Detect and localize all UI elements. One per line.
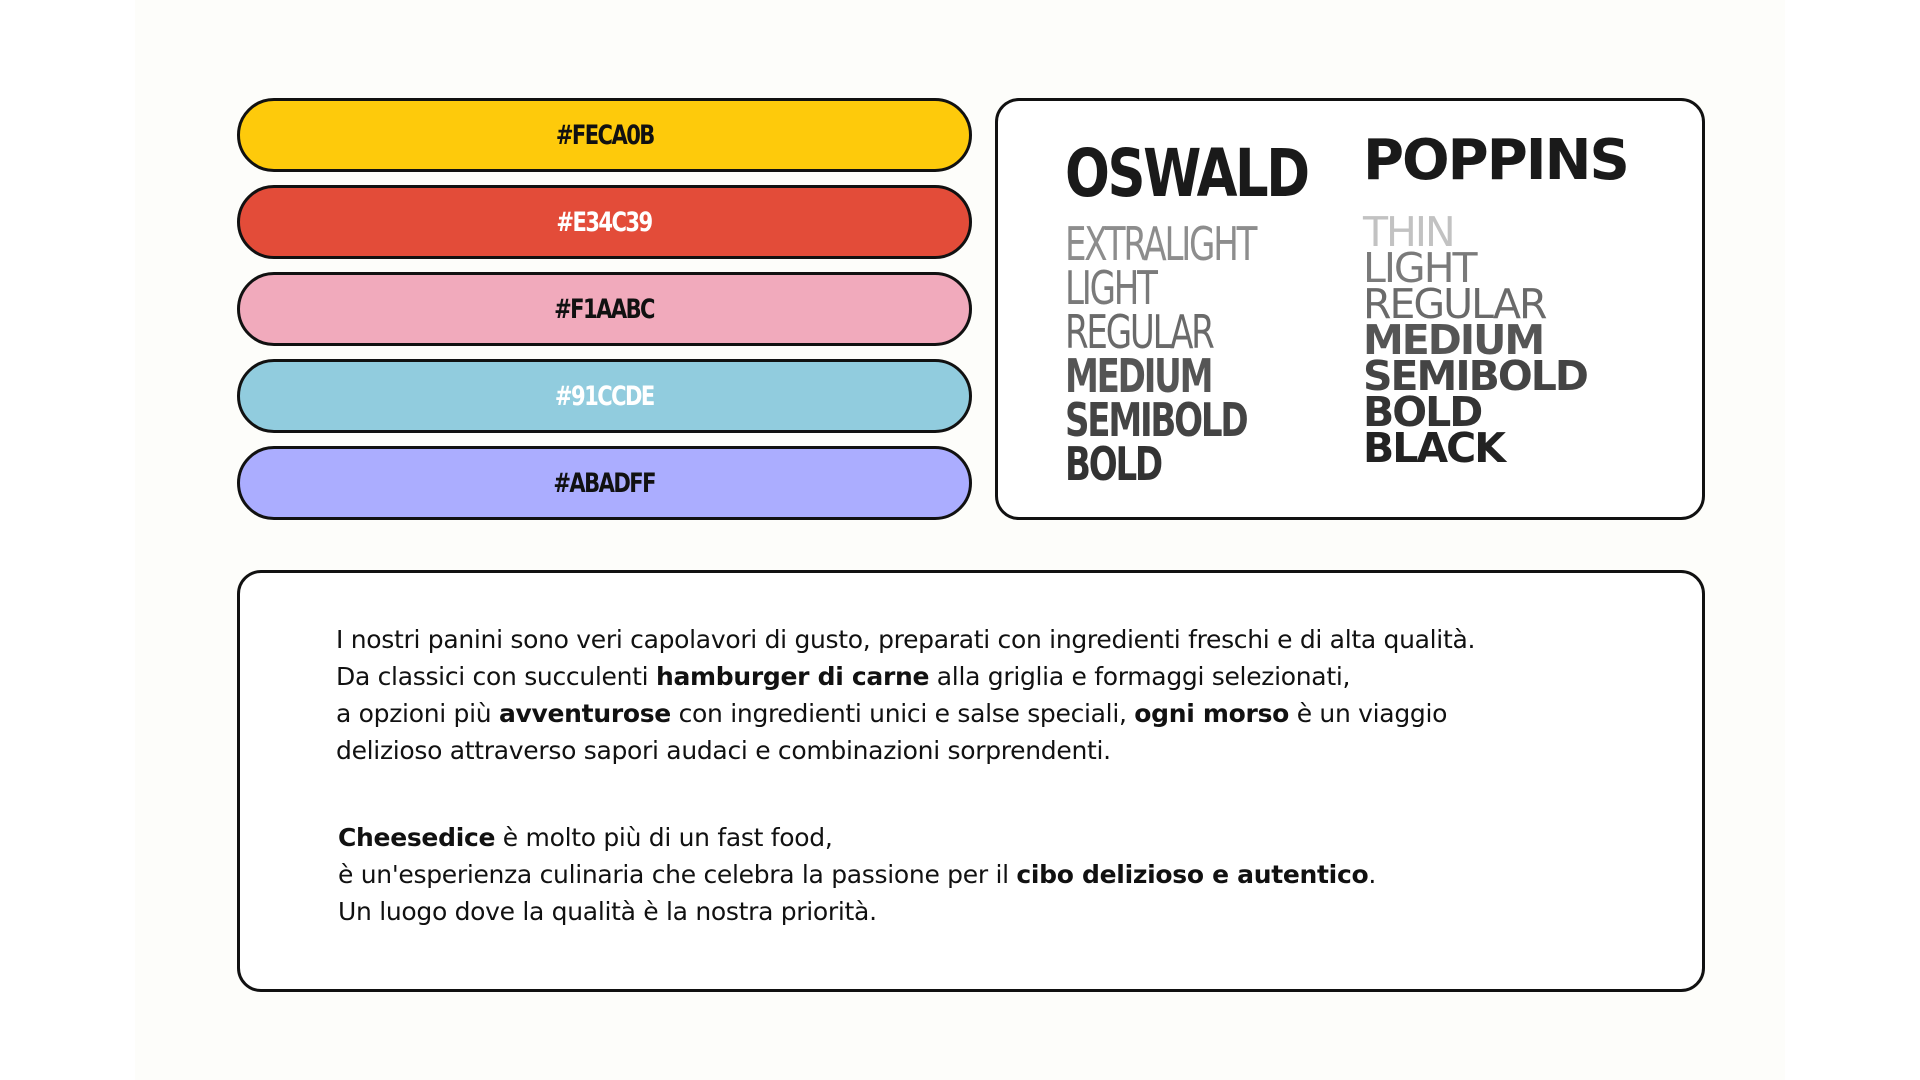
font-weights-poppins	[1363, 208, 1628, 472]
text-segment: alla griglia e formaggi selezionati,	[929, 662, 1351, 691]
typography-card	[995, 98, 1705, 520]
text-segment: Da classici con succulenti	[336, 662, 656, 691]
weight-light: LIGHT	[1363, 244, 1476, 292]
color-swatch-yellow	[237, 98, 972, 172]
color-swatch-blue	[237, 359, 972, 433]
color-hex-label: #91CCDE	[555, 380, 654, 412]
weight-extralight: EXTRALIGHT	[1065, 217, 1256, 271]
text-segment: è molto più di un fast food,	[495, 823, 833, 852]
color-hex-label: #F1AABC	[554, 293, 655, 325]
font-name-poppins: POPPINS	[1363, 128, 1628, 193]
font-name-oswald: OSWALD	[1065, 135, 1308, 212]
color-swatch-lavender	[237, 446, 972, 520]
description-paragraph-2	[338, 819, 1376, 930]
color-hex-label: #E34C39	[556, 206, 653, 238]
text-segment: delizioso attraverso sapori audaci e combinazioni sorprendenti.	[336, 736, 1111, 765]
weight-bold: BOLD	[1363, 388, 1482, 436]
text-segment: è un'esperienza culinaria che celebra la passione per il	[338, 860, 1017, 889]
weight-semibold: SEMIBOLD	[1065, 393, 1247, 447]
text-emphasis: avventurose	[498, 699, 671, 728]
text-line	[336, 732, 1475, 769]
text-line	[338, 893, 1376, 930]
text-segment: è un viaggio	[1289, 699, 1448, 728]
font-column-poppins	[1363, 128, 1628, 472]
text-line	[336, 695, 1475, 732]
weight-regular: REGULAR	[1363, 280, 1546, 328]
text-segment: a opzioni più	[336, 699, 499, 728]
weight-medium: MEDIUM	[1363, 316, 1544, 364]
text-segment: I nostri panini sono veri capolavori di gusto, preparati con ingredienti freschi e di alta qualità.	[336, 625, 1476, 654]
weight-thin: THIN	[1363, 208, 1454, 256]
font-weights-oswald	[1065, 217, 1368, 491]
text-line	[336, 658, 1475, 695]
brand-name: Cheesedice	[338, 823, 496, 852]
color-hex-label: #FECA0B	[555, 119, 654, 151]
weight-regular: REGULAR	[1065, 305, 1213, 359]
text-segment: .	[1368, 860, 1377, 889]
text-emphasis: hamburger di carne	[655, 662, 930, 691]
text-line	[338, 819, 1376, 856]
text-emphasis: ogni morso	[1134, 699, 1290, 728]
color-swatch-pink	[237, 272, 972, 346]
text-segment: con ingredienti unici e salse speciali,	[670, 699, 1135, 728]
color-hex-label: #ABADFF	[553, 467, 656, 499]
text-line	[336, 621, 1475, 658]
text-line	[338, 856, 1376, 893]
text-emphasis: cibo delizioso e autentico	[1016, 860, 1369, 889]
text-segment: Un luogo dove la qualità è la nostra priorità.	[338, 897, 877, 926]
font-column-oswald	[1065, 133, 1368, 489]
color-swatch-red	[237, 185, 972, 259]
weight-medium: MEDIUM	[1065, 349, 1212, 403]
weight-black: BLACK	[1363, 424, 1504, 472]
weight-bold: BOLD	[1065, 437, 1161, 491]
weight-light: LIGHT	[1065, 261, 1156, 315]
color-palette	[237, 98, 972, 533]
description-paragraph-1	[336, 621, 1475, 769]
description-card	[237, 570, 1705, 992]
weight-semibold: SEMIBOLD	[1363, 352, 1587, 400]
